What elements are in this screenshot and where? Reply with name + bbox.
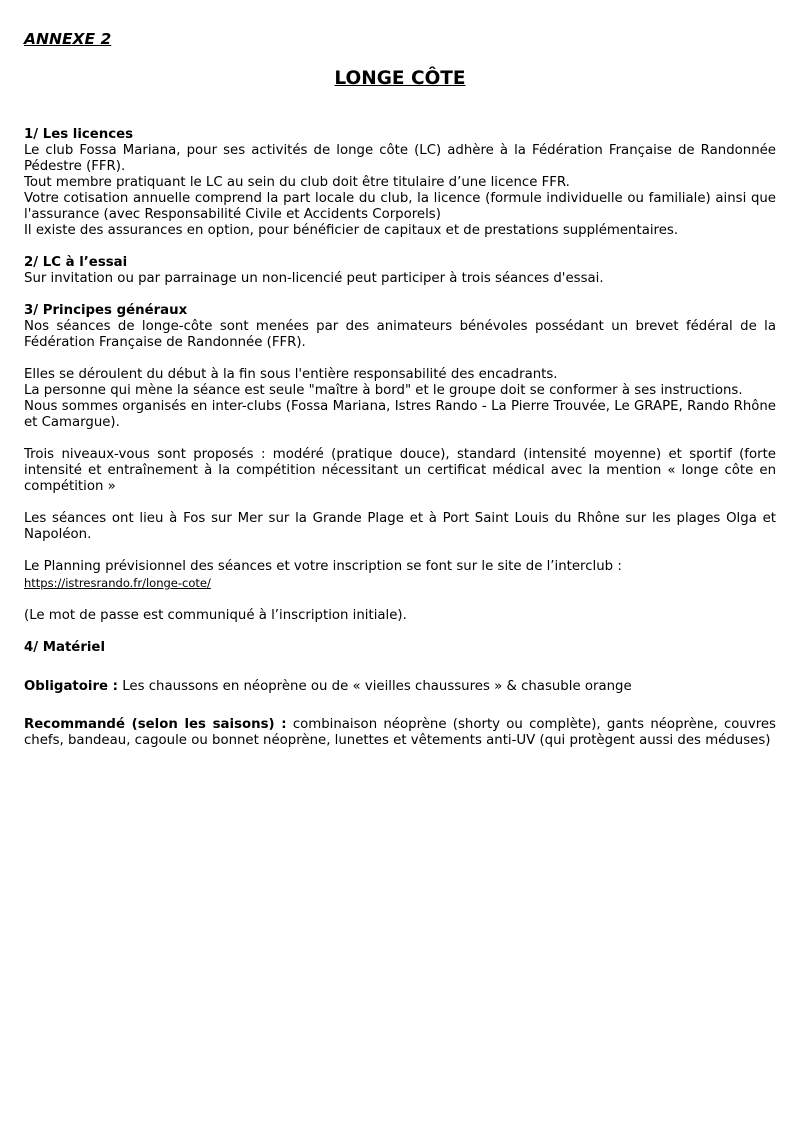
section-materiel-title: 4/ Matériel — [24, 640, 106, 655]
section-licences-title: 1/ Les licences — [24, 127, 134, 142]
paragraph: Le Planning prévisionnel des séances et votre inscription se font sur le site de l’interclub : — [24, 559, 622, 574]
document-page — [24, 30, 776, 749]
annexe-label: ANNEXE 2 — [24, 30, 112, 48]
paragraph: La personne qui mène la séance est seule "maître à bord" et le groupe doit se conformer à ses instructions. — [24, 383, 743, 398]
interclub-link[interactable]: https://istresrando.fr/longe-cote/ — [24, 576, 211, 590]
paragraph: Nous sommes organisés en inter-clubs (Fossa Mariana, Istres Rando - La Pierre Trouvée, Le GRAPE, Rando Rhône et Camargue). — [24, 399, 776, 430]
paragraph: Il existe des assurances en option, pour bénéficier de capitaux et de prestations supplémentaires. — [24, 223, 679, 238]
interclub-link-line — [24, 575, 776, 592]
paragraph: Elles se déroulent du début à la fin sous l'entière responsabilité des encadrants. — [24, 367, 558, 382]
section-licences — [24, 127, 776, 239]
section-essai-title: 2/ LC à l’essai — [24, 255, 128, 270]
paragraph: Les séances ont lieu à Fos sur Mer sur la Grande Plage et à Port Saint Louis du Rhône sur les plages Olga et Napoléon. — [24, 511, 776, 542]
paragraph: Trois niveaux-vous sont proposés : modéré (pratique douce), standard (intensité moyenne) et sportif (forte intensité et entraînement à la compétition nécessitant un certificat médical avec la mention « longe côte en compétition » — [24, 447, 776, 494]
obligatoire-label: Obligatoire : — [24, 679, 119, 694]
recommande-paragraph — [24, 717, 776, 749]
paragraph: Sur invitation ou par parrainage un non-licencié peut participer à trois séances d'essai. — [24, 271, 604, 286]
section-materiel — [24, 640, 776, 749]
section-principes — [24, 303, 776, 624]
paragraph: (Le mot de passe est communiqué à l’inscription initiale). — [24, 608, 407, 623]
obligatoire-paragraph — [24, 679, 776, 695]
paragraph: Votre cotisation annuelle comprend la part locale du club, la licence (formule individuelle ou familiale) ainsi que l'assurance (avec Responsabilité Civile et Accidents Corporels) — [24, 191, 776, 222]
page-title: LONGE CÔTE — [334, 68, 466, 89]
recommande-label: Recommandé (selon les saisons) : — [24, 717, 287, 732]
paragraph: Le club Fossa Mariana, pour ses activités de longe côte (LC) adhère à la Fédération Française de Randonnée Pédestre (FFR). — [24, 143, 776, 174]
section-essai — [24, 255, 776, 287]
recommande-text: combinaison néoprène (shorty ou complète), gants néoprène, couvres chefs, bandeau, cagoule ou bonnet néoprène, lunettes et vêtements anti-UV (qui protègent aussi des méduses) — [24, 717, 776, 748]
paragraph: Tout membre pratiquant le LC au sein du club doit être titulaire d’une licence FFR. — [24, 175, 570, 190]
paragraph: Nos séances de longe-côte sont menées par des animateurs bénévoles possédant un brevet fédéral de la Fédération Française de Randonnée (FFR). — [24, 319, 776, 350]
section-principes-title: 3/ Principes généraux — [24, 303, 188, 318]
obligatoire-text: Les chaussons en néoprène ou de « vieilles chaussures » & chasuble orange — [118, 679, 632, 694]
